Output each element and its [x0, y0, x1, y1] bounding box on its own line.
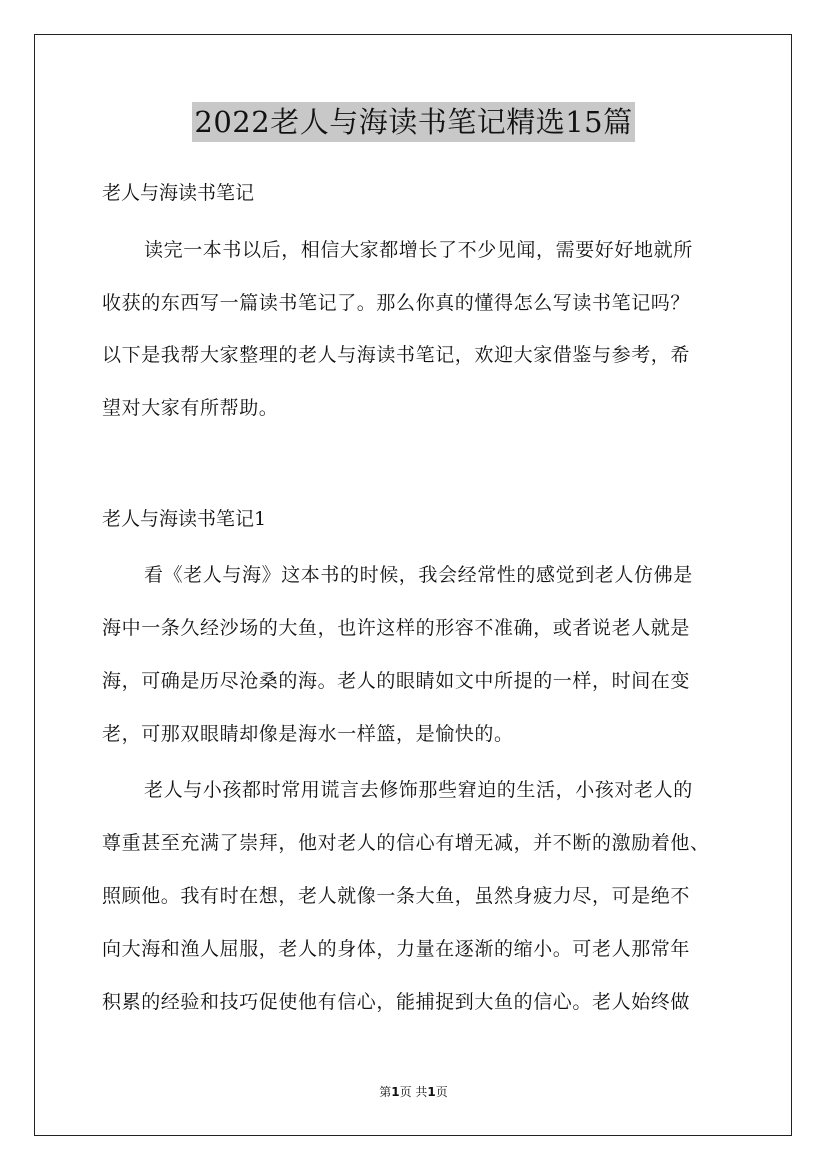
paragraph-line: 照顾他。我有时在想，老人就像一条大鱼，虽然身疲力尽，可是绝不	[102, 885, 691, 907]
page-footer	[0, 1083, 827, 1100]
paragraph-line: 向大海和渔人屈服，老人的身体，力量在逐渐的缩小。可老人那常年	[102, 938, 691, 960]
footer-current-page: 1	[391, 1085, 400, 1099]
title-container	[0, 102, 827, 142]
footer-suffix: 页	[435, 1085, 448, 1099]
paragraph-line: 积累的经验和技巧促使他有信心，能捕捉到大鱼的信心。老人始终做	[102, 991, 691, 1013]
section-heading: 老人与海读书笔记1	[102, 508, 267, 530]
document-title: 2022老人与海读书笔记精选15篇	[192, 102, 634, 142]
paragraph-line: 老人与小孩都时常用谎言去修饰那些窘迫的生活，小孩对老人的	[144, 779, 693, 801]
paragraph-line: 看《老人与海》这本书的时候，我会经常性的感觉到老人仿佛是	[144, 564, 693, 586]
section-heading: 老人与海读书笔记	[102, 182, 255, 204]
footer-prefix: 第	[379, 1085, 392, 1099]
paragraph-line: 望对大家有所帮助。	[102, 397, 279, 419]
paragraph-line: 以下是我帮大家整理的老人与海读书笔记，欢迎大家借鉴与参考，希	[102, 344, 691, 366]
paragraph-line: 尊重甚至充满了崇拜，他对老人的信心有增无减，并不断的激励着他、	[102, 832, 710, 854]
paragraph-line: 海中一条久经沙场的大鱼，也许这样的形容不准确，或者说老人就是	[102, 617, 691, 639]
paragraph-line: 老，可那双眼睛却像是海水一样篮，是愉快的。	[102, 723, 514, 745]
footer-mid: 页 共	[399, 1085, 428, 1099]
footer-total-pages: 1	[427, 1085, 436, 1099]
paragraph-line: 海，可确是历尽沧桑的海。老人的眼睛如文中所提的一样，时间在变	[102, 670, 691, 692]
paragraph-line: 读完一本书以后，相信大家都增长了不少见闻，需要好好地就所	[144, 239, 693, 261]
paragraph-line: 收获的东西写一篇读书笔记了。那么你真的懂得怎么写读书笔记吗？	[102, 292, 691, 314]
